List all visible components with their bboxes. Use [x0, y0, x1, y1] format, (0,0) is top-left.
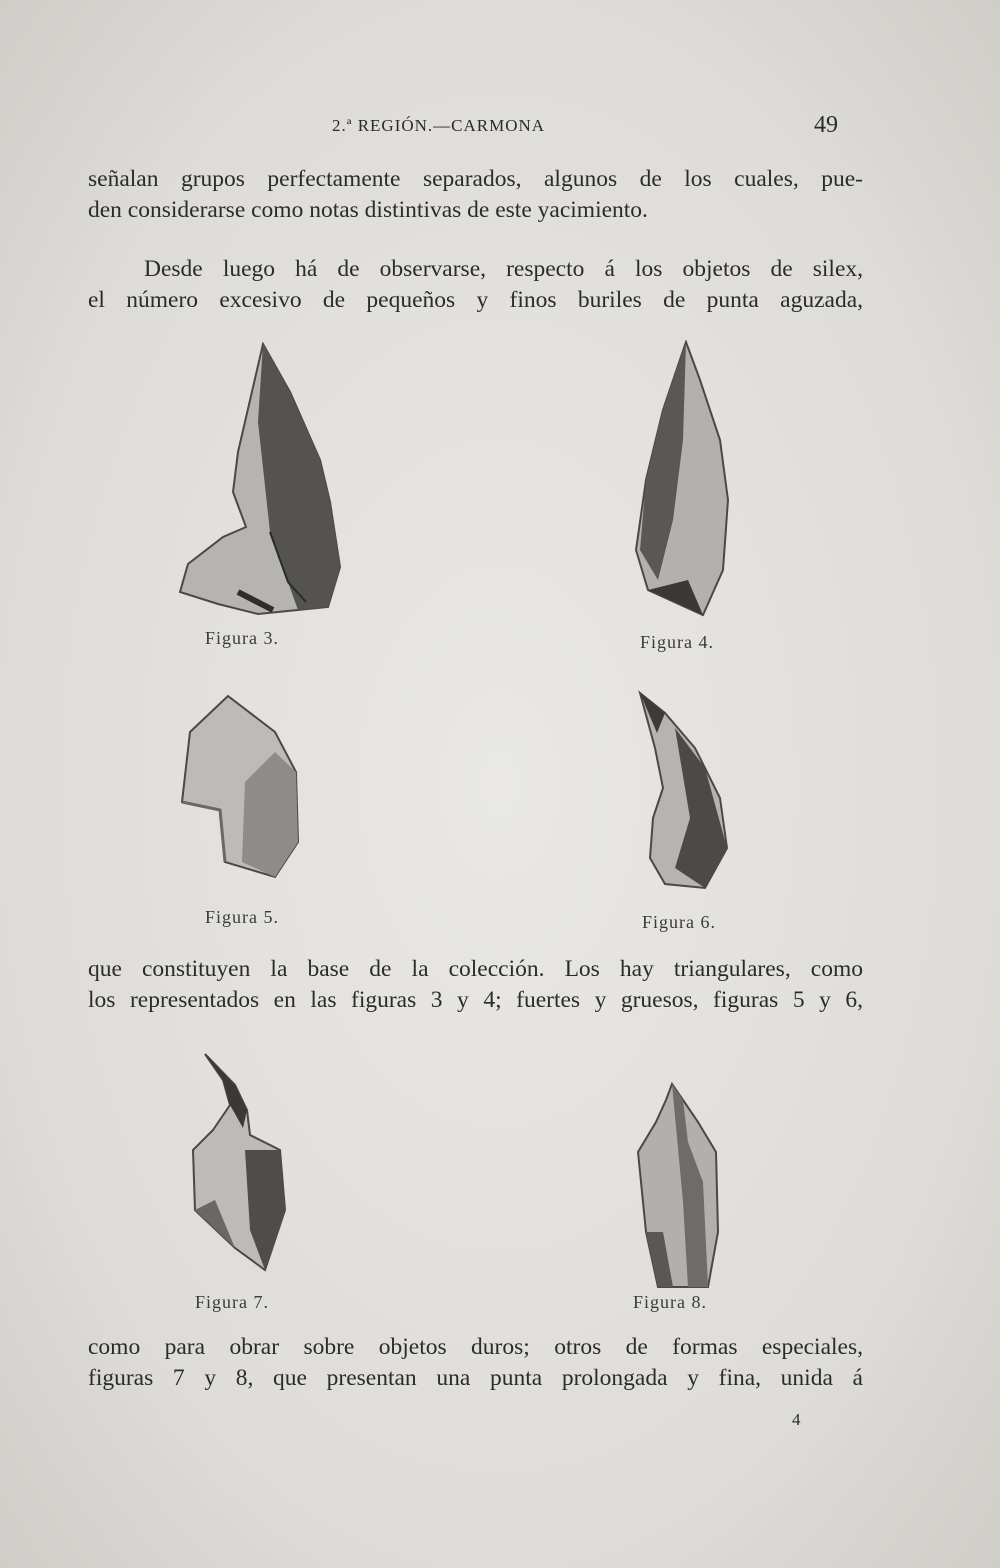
figure-8-caption: Figura 8.	[633, 1292, 707, 1312]
text-line: como para obrar sobre objetos duros; otros de formas especiales,	[88, 1334, 863, 1360]
figure-7-illustration	[185, 1050, 295, 1272]
text-line: Desde luego há de observarse, respecto á los objetos de silex,	[144, 256, 863, 282]
text-line: los representados en las figuras 3 y 4; fuertes y gruesos, figuras 5 y 6,	[88, 987, 863, 1013]
paragraph-3	[88, 954, 863, 1016]
text-line: figuras 7 y 8, que presentan una punta prolongada y fina, unida á	[88, 1365, 863, 1391]
figure-7-caption: Figura 7.	[195, 1292, 269, 1312]
figure-4-caption: Figura 4.	[640, 632, 714, 652]
figure-6-illustration	[635, 688, 750, 893]
figure-3-illustration	[178, 342, 348, 617]
signature-mark: 4	[792, 1410, 801, 1429]
figure-5-caption: Figura 5.	[205, 907, 279, 927]
paragraph-4	[88, 1332, 863, 1394]
figure-6-caption: Figura 6.	[642, 912, 716, 932]
paragraph-1	[88, 164, 863, 226]
running-head	[90, 112, 860, 142]
text-line: den considerarse como notas distintivas de este yacimiento.	[88, 197, 648, 223]
figure-5-illustration	[180, 692, 305, 882]
running-head-title: 2.ª REGIÓN.—CARMONA	[332, 116, 546, 135]
text-line: el número excesivo de pequeños y finos buriles de punta aguzada,	[88, 287, 863, 313]
figure-3-caption: Figura 3.	[205, 628, 279, 648]
figure-8-illustration	[628, 1082, 728, 1292]
text-line: señalan grupos perfectamente separados, algunos de los cuales, pue-	[88, 166, 863, 192]
paragraph-2	[88, 254, 863, 316]
figure-4-illustration	[628, 340, 738, 620]
text-line: que constituyen la base de la colección. Los hay triangulares, como	[88, 956, 863, 982]
page-number: 49	[814, 112, 838, 138]
